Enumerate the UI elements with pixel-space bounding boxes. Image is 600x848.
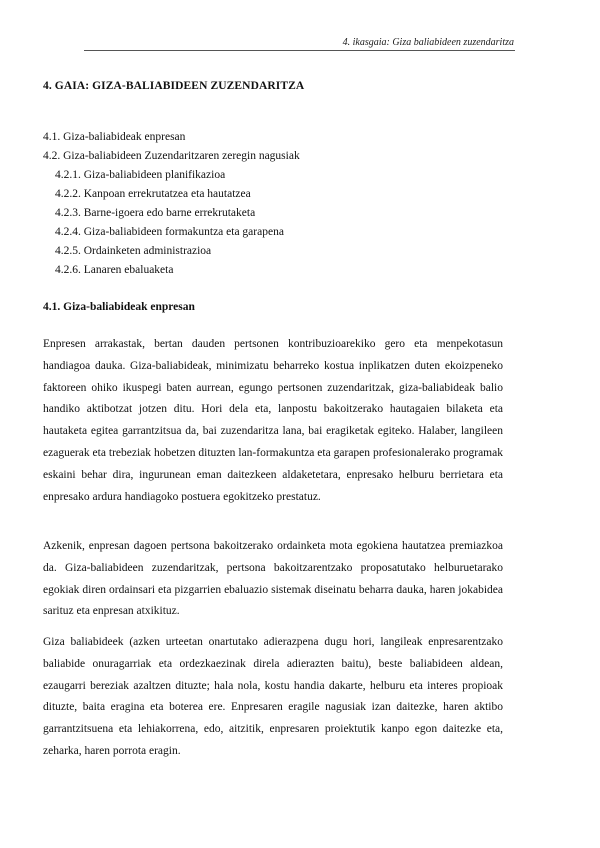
running-header: 4. ikasgaia: Giza baliabideen zuzendaritza [342, 37, 514, 48]
body-paragraph: Azkenik, enpresan dagoen pertsona bakoitzerako ordainketa mota egokiena hautatzea premiazkoa da. Giza-baliabideen zuzendaritzak, pertsona bakoitzarentzako proposatutako helburuetarako egokiak diren ordainsari eta pizgarrien ebaluazio sistemak diseinatu beharra dauka, haren jokabidea sarituz eta enpresan atxikituz. [43, 540, 503, 618]
toc-subitem: 4.2.1. Giza-baliabideen planifikazioa [55, 169, 226, 181]
toc-subitem: 4.2.2. Kanpoan errekrutatzea eta hautatzea [55, 188, 251, 200]
toc-subitem: 4.2.6. Lanaren ebaluaketa [55, 264, 174, 276]
toc-subitem: 4.2.5. Ordainketen administrazioa [55, 245, 212, 257]
header-rule [84, 50, 515, 51]
section-heading: 4.1. Giza-baliabideak enpresan [43, 301, 195, 313]
chapter-title: 4. GAIA: GIZA-BALIABIDEEN ZUZENDARITZA [43, 80, 305, 92]
table-of-contents [43, 128, 513, 280]
toc-subitem: 4.2.3. Barne-igoera edo barne errekrutaketa [55, 207, 256, 219]
toc-item: 4.2. Giza-baliabideen Zuzendaritzaren zeregin nagusiak [43, 150, 300, 162]
body-paragraph: Enpresen arrakastak, bertan dauden pertsonen kontribuzioarekiko gero eta menpekotasun handiagoa dauka. Giza-baliabideak, minimizatu beharreko kostua inplikatzen duten ekoizpeneko faktoreen ohiko ikuspegi baten aurrean, egungo pertsonen zuzendaritzak, giza-baliabideak balio handiko aktibotzat jotzen ditu. Hori dela eta, lanpostu bakoitzerako hautagaien bilaketa eta hautaketa egitea garrantzitsua da, bai zuzendaritza lana, bai eragiketak egiteko. Halaber, langileen ezaguerak eta trebeziak hobetzen dituzten lan-formakuntza eta garapen profesionalerako programak eskaini behar dira, ingurunean eman daitezkeen aldaketetara, enpresako helburu berrietara eta enpresako ardura handiagoko postuera egokitzeko prestatuz. [43, 338, 503, 503]
toc-item: 4.1. Giza-baliabideak enpresan [43, 131, 186, 143]
body-paragraph: Giza baliabideek (azken urteetan onartutako adierazpena dugu hori, langileak enpresarentzako baliabide onuragarriak eta ordezkaezinak direla adierazten baitu), beste baliabideen aldean, ezaugarri bereziak azaltzen dituzte; hala nola, kostu handia dakarte, helburu eta interes propioak dituzte, baita eragina eta boterea ere. Enpresaren eragile nagusiak izan daitezke, haren aktibo garrantzitsuena eta lehiakorrena, edo, aitzitik, enpresaren proiektutik kanpo egon daitezke eta, zeharka, haren porrota eragin. [43, 636, 503, 757]
toc-subitem: 4.2.4. Giza-baliabideen formakuntza eta garapena [55, 226, 284, 238]
